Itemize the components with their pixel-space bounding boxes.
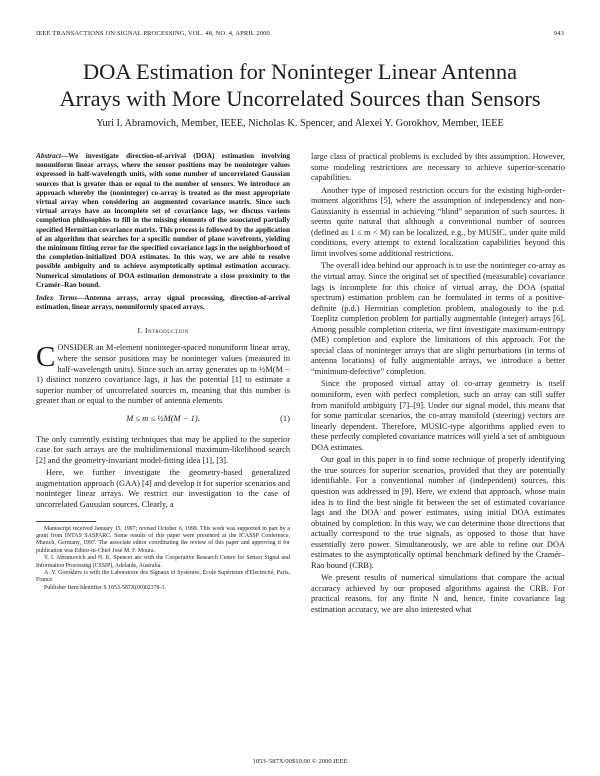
paper-title [20,58,580,112]
abstract [36,152,290,290]
left-column [36,152,290,592]
right-paragraph-2: Another type of imposed restriction occurs for the existing high-order-moment algorithms [5], where the assumption of independency and non-Gaussianity is essential in achieving “blind” separation of such sources. It seems quite natural that although a conventional number of sources (defined as 1 ≤ m < M) can be localized, e.g., by MUSIC, under quite mild conditions, every attempt to extend localization capabilities beyond this limit involves some additional restrictions. [311,185,565,258]
page-number: 943 [553,30,564,37]
index-terms-label: Index Terms— [36,294,85,303]
footnote-affiliation-1: Y. I. Abramovich and N. K. Spencer are with the Cooperative Research Centre for Sensor Signal and Information Processing (CSSIP), Adelaide, Australia. [36,555,290,569]
journal-header: IEEE TRANSACTIONS ON SIGNAL PROCESSING, VOL. 48, NO. 4, APRIL 2000 [36,30,270,37]
copyright-footer: 1053–587X/00$10.00 © 2000 IEEE [252,758,348,765]
intro-paragraph-2: The only currently existing techniques that may be applied to the superior case for such arrays are the multidimensional maximum-likelihood search [2] and the geometry-invariant model-fitting idea [1], [3]. [36,434,290,465]
right-paragraph-5: Our goal in this paper is to find some technique of properly identifying the true sources for superior scenarios, provided that they are potentially identifiable. For a conventional number of (independent) sources, this question was addressed in [9]. Here, we extend that approach, whose main idea is to find the best single fit between the set of estimated covariance lags and the DOA and power estimates, using initial DOA estimates obtained by completion. In this way, we can determine those directions that actually correspond to the true signals, as opposed to those that have essentially zero power. Simultaneously, we are able to refine our DOA estimates to the asymptotically optimal benchmark defined by the Cramér–Rao bound (CRB). [311,455,565,570]
index-terms-text: Antenna arrays, array signal processing, direction-of-arrival estimation, linear arrays, nonuniformly spaced arrays. [36,294,290,312]
footnote-affiliation-2: A. Y. Gorokhov is with the Laboratoire des Signaux et Systèmes, École Supérieure d'Electricité, Paris, France. [36,570,290,584]
author-list: Yuri I. Abramovich, Member, IEEE, Nicholas K. Spencer, and Alexei Y. Gorokhov, Member, IEEE [96,118,504,129]
intro-paragraph-3: Here, we further investigate the geometry-based generalized augmentation approach (GAA) [4] and develop it for superior scenarios and noninteger linear arrays. We restrict our investigation to the case of uncorrelated Gaussian sources. Clearly, a [36,468,290,510]
footnote-publisher-id: Publisher Item Identifier S 1053-587X(00)02378-3. [44,584,166,591]
equation-number: (1) [280,412,290,423]
right-paragraph-1: large class of practical problems is excluded by this assumption. However, some modeling restrictions are necessary to achieve superior-scenario capabilities. [311,152,565,183]
abstract-text: We investigate direction-of-arrival (DOA) estimation involving nonuniform linear arrays, where the sensor positions may be noninteger values expressed in half-wavelength units, with some number of uncorrelated Gaussian sources that is greater than or equal to the number of sensors. We introduce an approach whereby the (noninteger) co-array is treated as the most appropriate virtual array when considering an augmented covariance matrix. Since such virtual arrays have an incomplete set of covariance lags, we discuss various completion philosophies to fill in the missing elements of the associated partially specified Hermitian covariance matrix. This process is followed by the application of an algorithm that searches for a specific number of plane wavefronts, yielding the minimum fitting error for the specified covariance lags in the neighborhood of the completion-initialized DOA estimates. In this way, we are able to resolve possible ambiguity and to achieve asymptotically optimal estimation accuracy. Numerical simulations of DOA estimation demonstrate a close proximity to the Cramér–Rao bound. [36,152,290,289]
intro-paragraph-1-text: ONSIDER an M-element noninteger-spaced nonuniform linear array, where the sensor positions may be noninteger values (measured in half-wavelength units). Since such an array generates up to ½M(M − 1) distinct nonzero covariance lags, it has the potential [1] to estimate a superior number of uncorrelated sources m, meaning that this number is greater than or equal to the number of antenna elements [36,343,290,406]
right-paragraph-3: The overall idea behind our approach is to use the noninteger co-array as the virtual array. Since the original set of specified (measurable) covariance lags is incomplete for this choice of virtual array, the DOA (spatial spectrum) estimation problem can be formulated in terms of a positive-definite (p.d.) Hermitian completion problem, analogously to the p.d. Toeplitz completion problem for partially augmentable (integer) arrays [6]. Among possible completion criteria, we first investigate maximum-entropy (ME) completion and explore the limitations of this approach. For the special class of noninteger arrays that are slight perturbations (in terms of antenna locations) of fully augmentable arrays, we introduce a better “minimum-defective” completion. [311,261,565,376]
footnote-manuscript: Manuscript received January 15, 1997; revised October 6, 1999. This work was supported in part by a grant from INTAS SASPARC. Some results of this paper were presented at the ICASSP Conference, Munich, Germany, 1997. The associate editor coordinating the review of this paper and approving it for publication was Editor-in-Chief José M. F. Moura. [36,525,290,554]
drop-cap: C [36,341,56,374]
equation-expression: M ≤ m ≤ ½M(M − 1). [126,412,200,423]
running-header [36,30,564,42]
right-paragraph-4: Since the proposed virtual array of co-array geometry is itself nonuniform, even with perfect completion, such an array can still suffer from manifold ambiguity [7]–[9]. Under our signal model, this means that for some particular scenarios, the co-array manifold (steering) vectors are linearly dependent. Therefore, MUSIC-type algorithms applied even to these perfectly completed covariance matrices will yield a set of ambiguous DOA estimates. [311,379,565,452]
title-line-2: Arrays with More Uncorrelated Sources than Sensors [59,86,541,111]
section-heading: I. Introduction [137,326,189,336]
abstract-label: Abstract— [36,152,69,160]
index-terms [36,294,290,312]
equation-1 [36,411,290,427]
right-paragraph-6: We present results of numerical simulations that compare the actual accuracy achieved by our proposed algorithms against the CRB. For practical reasons, for any finite N and, hence, finite covariance lag estimation accuracy, we are also interested what [311,573,565,614]
right-column [311,152,565,616]
title-line-1: DOA Estimation for Noninteger Linear Antenna [82,59,518,84]
footnote-divider [36,521,96,522]
intro-paragraph-1 [36,343,290,406]
